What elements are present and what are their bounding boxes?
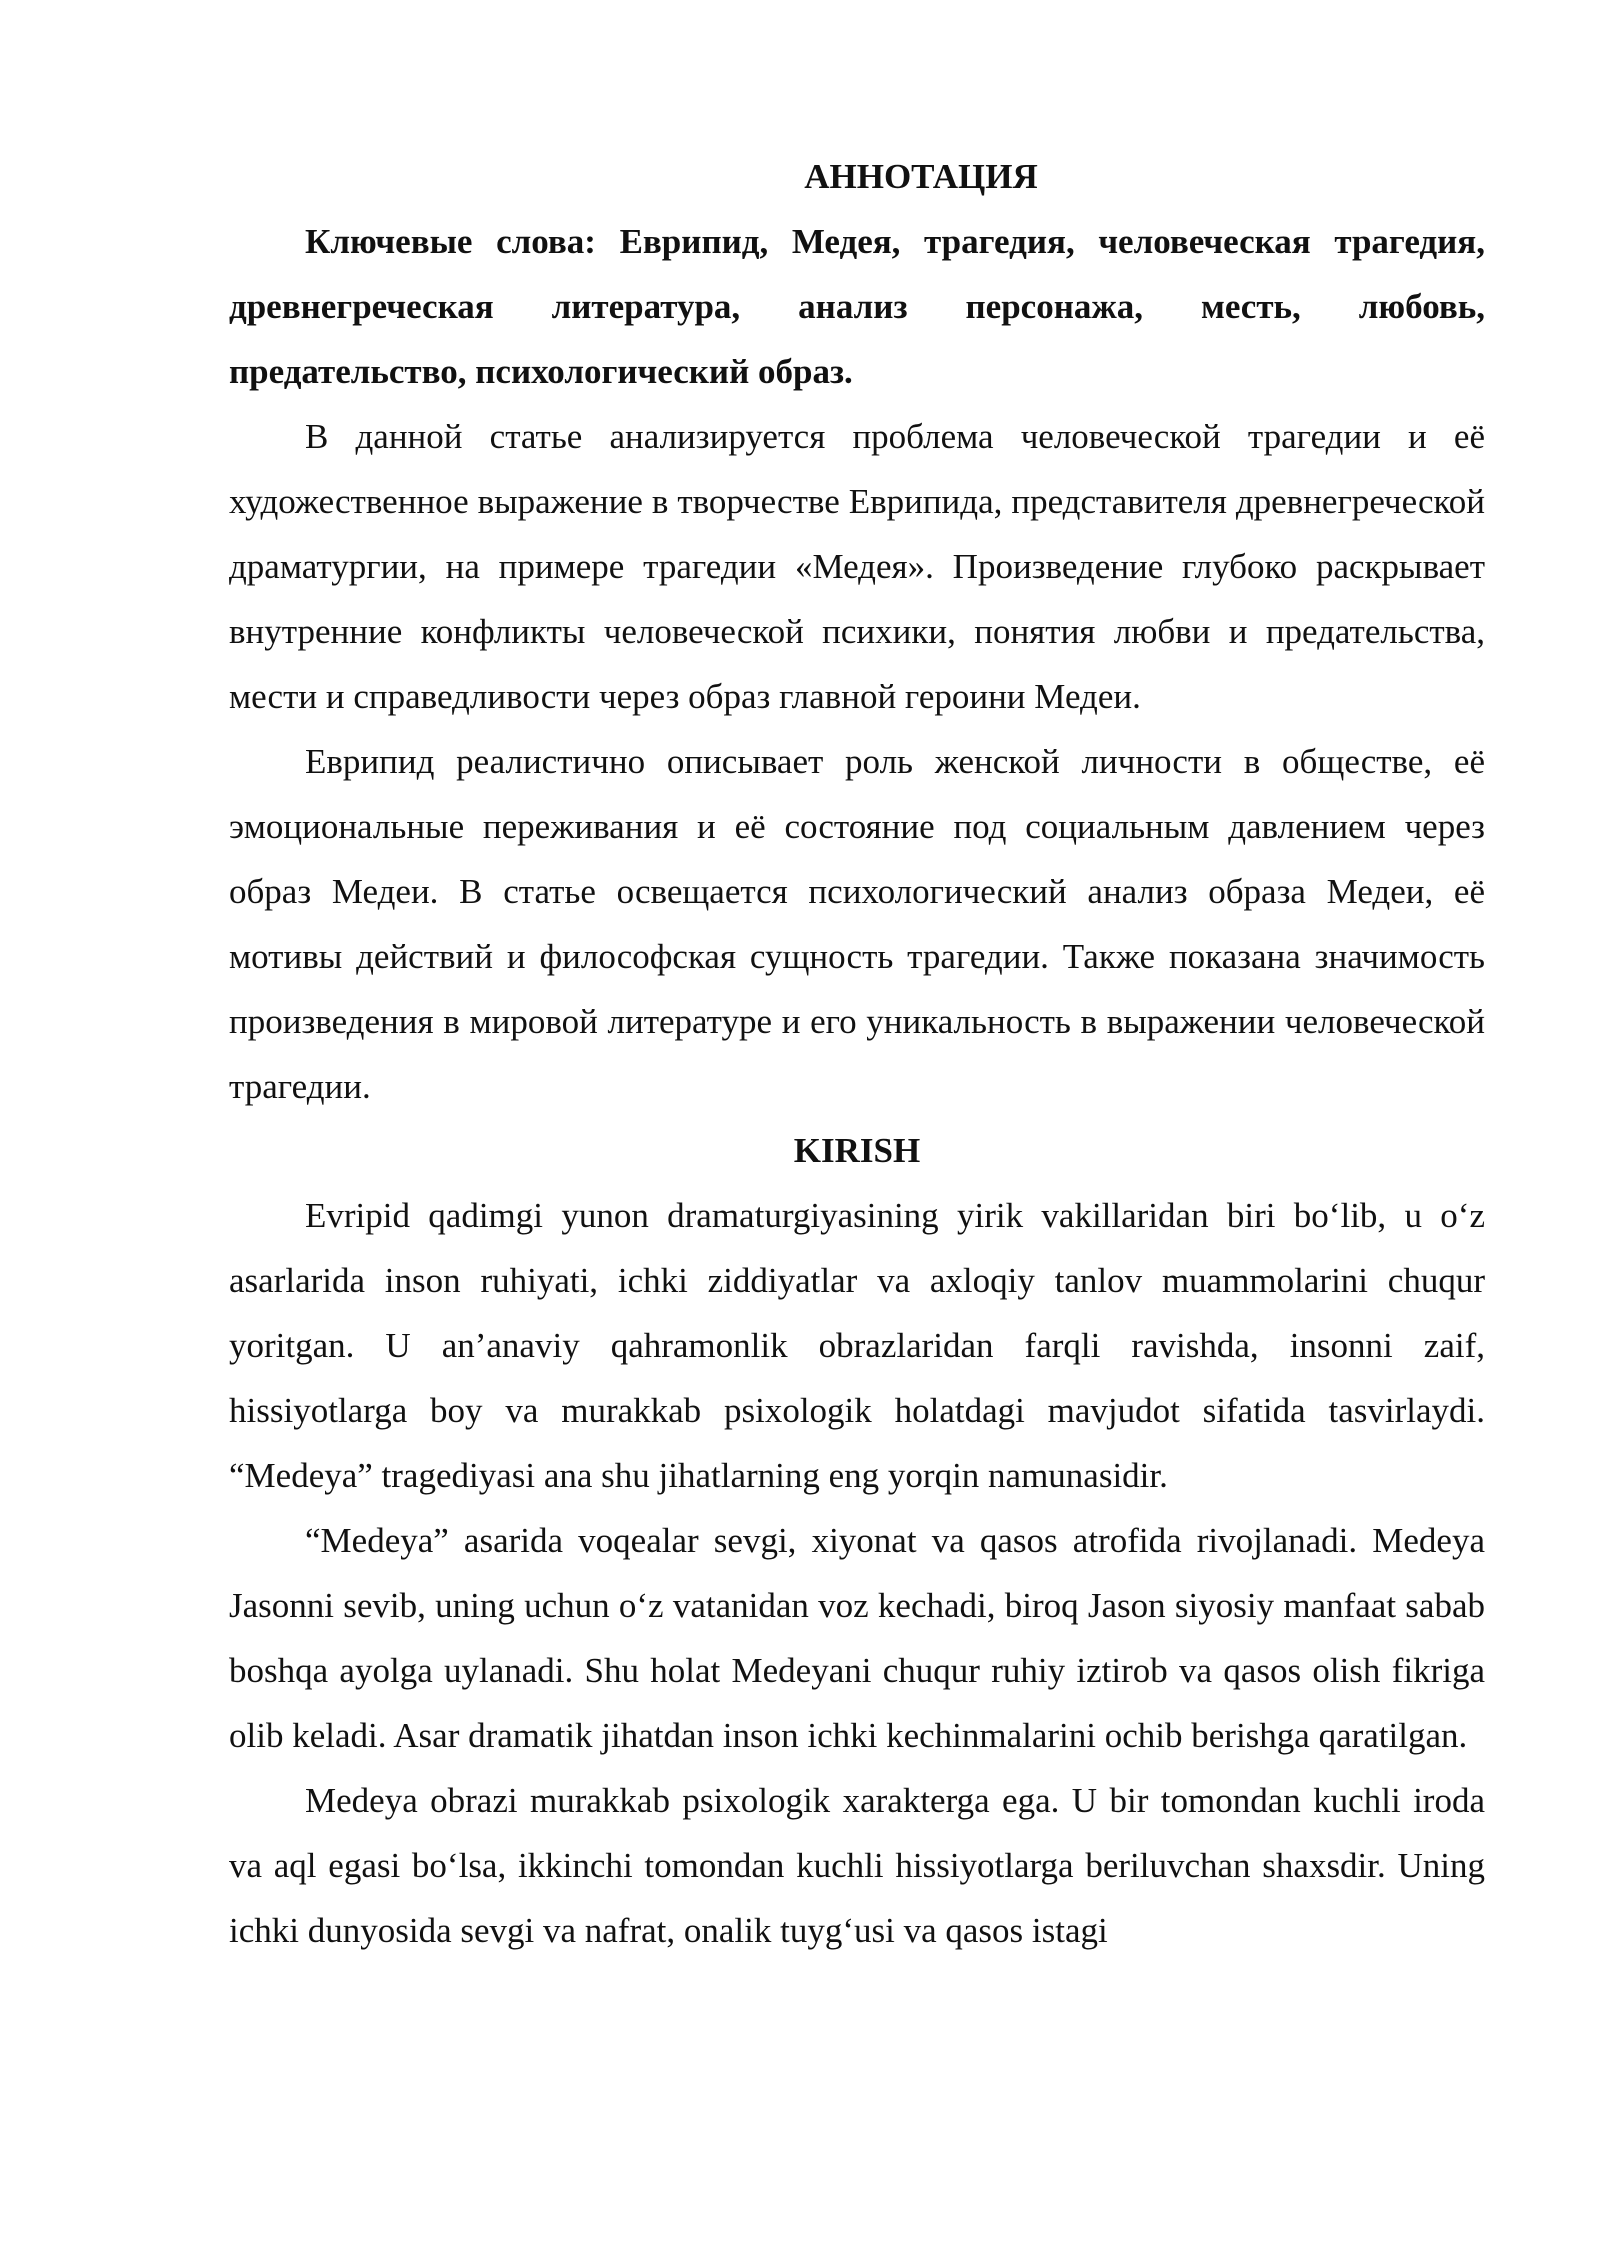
annotation-paragraph-2: Еврипид реалистично описывает роль женской личности в обществе, её эмоциональные переживания и её состояние под социальным давлением через образ Медеи. В статье освещается психологический анализ образа Медеи, её мотивы действий и философская сущность трагедии. Также показана значимость произведения в мировой литературе и его уникальность в выражении человеческой трагедии. — [229, 742, 1485, 1106]
introduction-paragraph-2: “Medeya” asarida voqealar sevgi, xiyonat va qasos atrofida rivojlanadi. Medeya Jasonni sevib, uning uchun o‘z vatanidan voz kechadi, biroq Jason siyosiy manfaat sabab boshqa ayolga uylanadi. Shu holat Medeyani chuqur ruhiy iztirob va qasos olish fikriga olib keladi. Asar dramatik jihatdan inson ichki kechinmalarini ochib berishga qaratilgan. — [229, 1521, 1485, 1755]
introduction-title: KIRISH — [793, 1131, 921, 1170]
keywords-paragraph: Ключевые слова: Еврипид, Медея, трагедия, человеческая трагедия, древнегреческая литература, анализ персонажа, месть, любовь, предательство, психологический образ. — [229, 222, 1485, 391]
page-content — [229, 145, 1485, 1963]
annotation-title: АННОТАЦИЯ — [804, 157, 1038, 196]
introduction-paragraph-1: Evripid qadimgi yunon dramaturgiyasining yirik vakillaridan biri bo‘lib, u o‘z asarlarida inson ruhiyati, ichki ziddiyatlar va axloqiy tanlov muammolarini chuqur yoritgan. U an’anaviy qahramonlik obrazlaridan farqli ravishda, insonni zaif, hissiyotlarga boy va murakkab psixologik holatdagi mavjudot sifatida tasvirlaydi. “Medeya” tragediyasi ana shu jihatlarning eng yorqin namunasidir. — [229, 1196, 1485, 1495]
introduction-paragraph-3: Medeya obrazi murakkab psixologik xarakterga ega. U bir tomondan kuchli iroda va aql egasi bo‘lsa, ikkinchi tomondan kuchli hissiyotlarga beriluvchan shaxsdir. Uning ichki dunyosida sevgi va nafrat, onalik tuyg‘usi va qasos istagi — [229, 1781, 1485, 1950]
annotation-paragraph-1: В данной статье анализируется проблема человеческой трагедии и её художественное выражение в творчестве Еврипида, представителя древнегреческой драматургии, на примере трагедии «Медея». Произведение глубоко раскрывает внутренние конфликты человеческой психики, понятия любви и предательства, мести и справедливости через образ главной героини Медеи. — [229, 417, 1485, 716]
